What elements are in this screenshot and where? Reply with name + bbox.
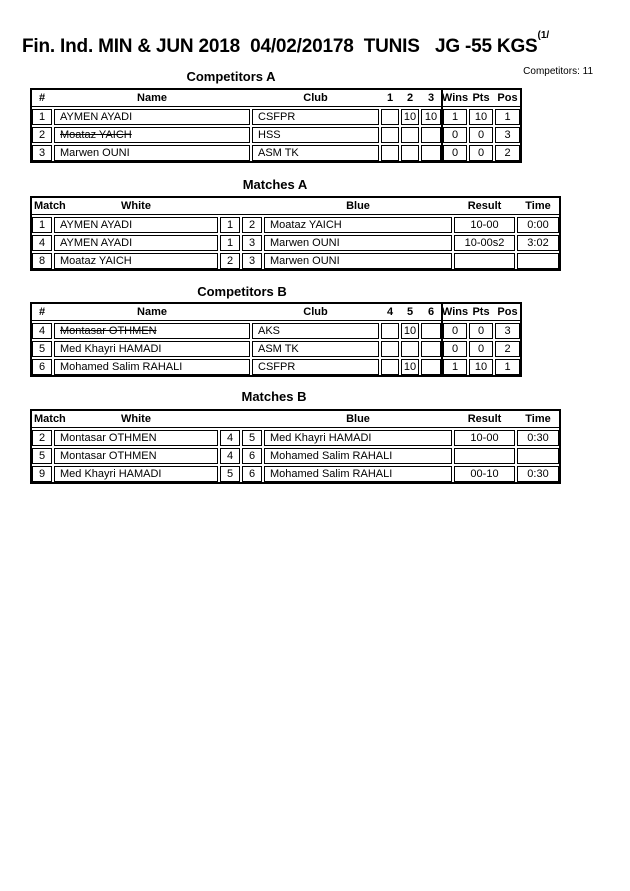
- col-header-2: 2: [406, 92, 414, 104]
- table-row: [32, 359, 520, 375]
- cell-score-2: 10: [401, 109, 419, 125]
- cell-blue-name: Mohamed Salim RAHALI: [264, 466, 452, 482]
- cell-score-4: [381, 359, 399, 375]
- col-header-white: White: [121, 413, 151, 425]
- cell-match-number: 9: [32, 466, 52, 482]
- cell-num: 3: [32, 145, 52, 161]
- page-number-superscript: (1/: [537, 29, 550, 41]
- cell-match-number: 5: [32, 448, 52, 464]
- cell-score-1: [381, 145, 399, 161]
- cell-pos: 3: [495, 127, 520, 143]
- cell-blue-name: Mohamed Salim RAHALI: [264, 448, 452, 464]
- cell-blue-seed: 3: [242, 235, 262, 251]
- competitor-name: AYMEN AYADI: [60, 111, 133, 123]
- competitor-name: Marwen OUNI: [60, 147, 130, 159]
- col-header-pos: Pos: [497, 92, 518, 104]
- cell-name: [54, 341, 250, 357]
- cell-result: [454, 448, 515, 464]
- col-header-num: #: [38, 92, 46, 104]
- cell-club: AKS: [252, 323, 379, 339]
- table-header-row: [32, 198, 559, 215]
- cell-pts: 0: [469, 341, 493, 357]
- col-header-blue: Blue: [346, 200, 370, 212]
- cell-score-4: [381, 341, 399, 357]
- col-header-result: Result: [467, 413, 502, 425]
- cell-time: [517, 448, 559, 464]
- cell-blue-seed: 6: [242, 466, 262, 482]
- col-header-name: Name: [137, 92, 167, 104]
- cell-pos: 1: [495, 359, 520, 375]
- cell-score-5: 10: [401, 359, 419, 375]
- cell-pts: 0: [469, 127, 493, 143]
- col-header-1: 1: [386, 92, 394, 104]
- col-header-bnum: [242, 411, 262, 427]
- cell-score-1: [381, 109, 399, 125]
- cell-white-seed: 1: [220, 217, 240, 233]
- cell-white-seed: 4: [220, 430, 240, 446]
- cell-white-seed: 4: [220, 448, 240, 464]
- cell-match-number: 8: [32, 253, 52, 269]
- cell-result: 10-00s2: [454, 235, 515, 251]
- section-heading-matches-b: Matches B: [241, 389, 307, 404]
- col-header-time: Time: [525, 413, 551, 425]
- cell-time: 0:30: [517, 466, 559, 482]
- cell-wins: 0: [443, 145, 467, 161]
- col-header-time: Time: [525, 200, 551, 212]
- cell-wins: 0: [443, 127, 467, 143]
- cell-score-6: [421, 359, 441, 375]
- cell-blue-name: Med Khayri HAMADI: [264, 430, 452, 446]
- cell-blue-name: Marwen OUNI: [264, 253, 452, 269]
- table-header-row: [32, 90, 520, 107]
- cell-blue-seed: 2: [242, 217, 262, 233]
- page-title-text: Fin. Ind. MIN & JUN 2018 04/02/20178 TUNIS JG -55 KGS: [22, 36, 538, 57]
- cell-blue-name: Marwen OUNI: [264, 235, 452, 251]
- cell-score-4: [381, 323, 399, 339]
- competitor-name: Moataz YAICH: [60, 129, 132, 141]
- cell-time: 0:00: [517, 217, 559, 233]
- cell-time: 0:30: [517, 430, 559, 446]
- cell-pts: 10: [469, 359, 493, 375]
- table-row: [32, 341, 520, 357]
- competitor-name: Med Khayri HAMADI: [60, 343, 162, 355]
- cell-pts: 0: [469, 145, 493, 161]
- col-header-wnum: [220, 198, 240, 214]
- cell-white-name: Montasar OTHMEN: [54, 448, 218, 464]
- col-header-bnum: [242, 198, 262, 214]
- cell-result: 00-10: [454, 466, 515, 482]
- cell-white-seed: 5: [220, 466, 240, 482]
- table-row: [32, 448, 559, 464]
- matches-b-table: [30, 409, 561, 484]
- cell-pos: 2: [495, 341, 520, 357]
- cell-score-2: [401, 145, 419, 161]
- cell-score-3: [421, 127, 441, 143]
- cell-white-name: Montasar OTHMEN: [54, 430, 218, 446]
- cell-pts: 0: [469, 323, 493, 339]
- cell-match-number: 2: [32, 430, 52, 446]
- cell-name: [54, 145, 250, 161]
- section-heading-competitors-a: Competitors A: [186, 69, 276, 84]
- cell-white-name: Med Khayri HAMADI: [54, 466, 218, 482]
- col-header-pts: Pts: [472, 306, 490, 318]
- cell-match-number: 4: [32, 235, 52, 251]
- col-header-white: White: [121, 200, 151, 212]
- cell-time: [517, 253, 559, 269]
- col-header-wnum: [220, 411, 240, 427]
- col-header-club: Club: [303, 92, 328, 104]
- cell-club: CSFPR: [252, 109, 379, 125]
- col-header-wins: Wins: [441, 306, 469, 318]
- cell-blue-seed: 3: [242, 253, 262, 269]
- cell-wins: 1: [443, 359, 467, 375]
- col-header-num: #: [38, 306, 46, 318]
- col-header-blue: Blue: [346, 413, 370, 425]
- col-header-pts: Pts: [472, 92, 490, 104]
- cell-score-5: 10: [401, 323, 419, 339]
- cell-name: [54, 323, 250, 339]
- cell-time: 3:02: [517, 235, 559, 251]
- table-row: [32, 217, 559, 233]
- cell-name: [54, 127, 250, 143]
- cell-club: ASM TK: [252, 341, 379, 357]
- col-header-wins: Wins: [441, 92, 469, 104]
- cell-score-3: 10: [421, 109, 441, 125]
- col-header-3: 3: [427, 92, 435, 104]
- cell-white-name: AYMEN AYADI: [54, 235, 218, 251]
- cell-white-seed: 2: [220, 253, 240, 269]
- cell-num: 2: [32, 127, 52, 143]
- page-title: [22, 29, 550, 58]
- table-row: [32, 253, 559, 269]
- cell-blue-seed: 6: [242, 448, 262, 464]
- cell-club: HSS: [252, 127, 379, 143]
- competitors-a-table: [30, 88, 522, 163]
- section-heading-matches-a: Matches A: [242, 177, 308, 192]
- table-row: [32, 109, 520, 125]
- col-header-name: Name: [137, 306, 167, 318]
- competitors-b-table: [30, 302, 522, 377]
- cell-wins: 0: [443, 323, 467, 339]
- cell-wins: 1: [443, 109, 467, 125]
- cell-score-5: [401, 341, 419, 357]
- col-header-5: 5: [406, 306, 414, 318]
- competitor-name: Mohamed Salim RAHALI: [60, 361, 183, 373]
- table-header-row: [32, 411, 559, 428]
- col-header-club: Club: [303, 306, 328, 318]
- cell-pos: 1: [495, 109, 520, 125]
- section-heading-competitors-b: Competitors B: [197, 284, 287, 299]
- table-row: [32, 235, 559, 251]
- cell-match-number: 1: [32, 217, 52, 233]
- cell-num: 5: [32, 341, 52, 357]
- col-header-4: 4: [386, 306, 394, 318]
- table-row: [32, 127, 520, 143]
- cell-club: CSFPR: [252, 359, 379, 375]
- col-header-match: Match: [34, 200, 66, 212]
- col-header-6: 6: [427, 306, 435, 318]
- cell-score-2: [401, 127, 419, 143]
- cell-score-1: [381, 127, 399, 143]
- table-row: [32, 145, 520, 161]
- competitor-name: Montasar OTHMEN: [60, 325, 157, 337]
- cell-score-6: [421, 323, 441, 339]
- cell-num: 1: [32, 109, 52, 125]
- competitors-count: Competitors: 11: [523, 66, 593, 77]
- table-header-row: [32, 304, 520, 321]
- cell-white-name: Moataz YAICH: [54, 253, 218, 269]
- cell-result: 10-00: [454, 430, 515, 446]
- cell-num: 6: [32, 359, 52, 375]
- col-header-match: Match: [34, 413, 66, 425]
- cell-pos: 3: [495, 323, 520, 339]
- cell-score-6: [421, 341, 441, 357]
- table-row: [32, 430, 559, 446]
- col-header-result: Result: [467, 200, 502, 212]
- col-header-pos: Pos: [497, 306, 518, 318]
- cell-result: [454, 253, 515, 269]
- cell-club: ASM TK: [252, 145, 379, 161]
- cell-name: [54, 109, 250, 125]
- cell-blue-seed: 5: [242, 430, 262, 446]
- cell-num: 4: [32, 323, 52, 339]
- cell-result: 10-00: [454, 217, 515, 233]
- cell-pts: 10: [469, 109, 493, 125]
- matches-a-table: [30, 196, 561, 271]
- cell-score-3: [421, 145, 441, 161]
- cell-name: [54, 359, 250, 375]
- cell-pos: 2: [495, 145, 520, 161]
- table-row: [32, 323, 520, 339]
- table-row: [32, 466, 559, 482]
- cell-white-seed: 1: [220, 235, 240, 251]
- cell-blue-name: Moataz YAICH: [264, 217, 452, 233]
- cell-white-name: AYMEN AYADI: [54, 217, 218, 233]
- cell-wins: 0: [443, 341, 467, 357]
